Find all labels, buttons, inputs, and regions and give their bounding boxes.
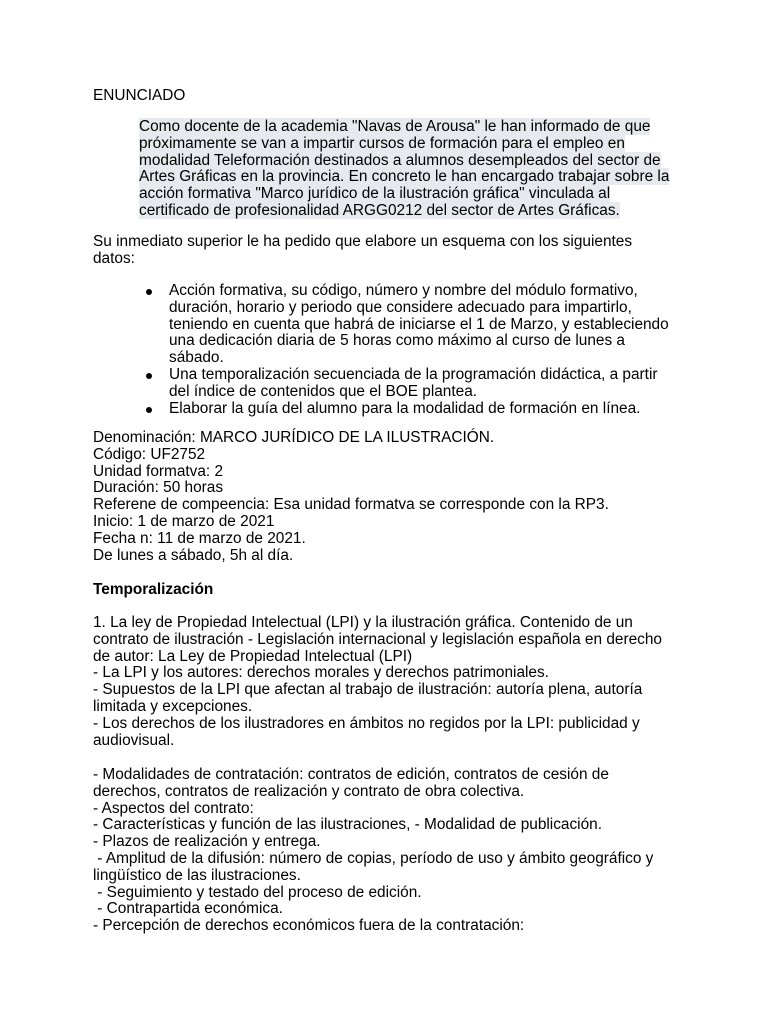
document-heading: ENUNCIADO xyxy=(93,87,186,104)
list-item-line: sábado. xyxy=(169,349,224,367)
info-line: De lunes a sábado, 5h al día. xyxy=(93,546,294,564)
course-info-block xyxy=(93,430,609,564)
content-line: - Los derechos de los ilustradores en ámbitos no regidos por la LPI: publicidad y xyxy=(93,714,640,732)
list-item xyxy=(140,283,680,367)
request-paragraph xyxy=(93,234,683,268)
statement-line: modalidad Teleformación destinados a alumnos desempleados del sector de xyxy=(139,151,661,169)
info-line: Inicio: 1 de marzo de 2021 xyxy=(93,512,275,530)
list-item-line: Una temporalización secuenciada de la programación didáctica, a partir xyxy=(169,365,658,383)
content-line: - Amplitud de la difusión: número de copias, período de uso y ámbito geográfico y xyxy=(93,849,654,867)
paragraph-line: datos: xyxy=(93,249,135,267)
list-item xyxy=(140,367,680,401)
content-line: - Características y función de las ilustraciones, - Modalidad de publicación. xyxy=(93,816,602,834)
content-line: - Plazos de realización y entrega. xyxy=(93,833,321,851)
info-line: Duración: 50 horas xyxy=(93,479,224,497)
content-line: - Aspectos del contrato: xyxy=(93,799,254,817)
list-item-line: duración, horario y periodo que considere adecuado para impartirlo, xyxy=(169,298,632,316)
content-line: contrato de ilustración - Legislación internacional y legislación española en derecho xyxy=(93,630,662,648)
content-line: de autor: La Ley de Propiedad Intelectual (LPI) xyxy=(93,647,413,665)
bullet-icon xyxy=(146,407,152,413)
info-line: Código: UF2752 xyxy=(93,445,206,463)
content-line: - Seguimiento y testado del proceso de edición. xyxy=(93,883,422,901)
bullet-icon xyxy=(146,373,152,379)
list-item-line: teniendo en cuenta que habrá de iniciarse el 1 de Marzo, y estableciendo xyxy=(169,315,669,333)
info-line: Fecha n: 11 de marzo de 2021. xyxy=(93,529,306,547)
section-title: Temporalización xyxy=(93,581,214,598)
statement-block xyxy=(139,119,679,220)
list-item-line: Elaborar la guía del alumno para la modalidad de formación en línea. xyxy=(169,399,641,417)
content-line: limitada y excepciones. xyxy=(93,697,253,715)
content-line: - Modalidades de contratación: contratos de edición, contratos de cesión de xyxy=(93,766,609,783)
info-line: Referene de compeencia: Esa unidad formatva se corresponde con la RP3. xyxy=(93,496,609,514)
statement-line: Como docente de la academia "Navas de Arousa" le han informado de que xyxy=(139,118,651,135)
info-line: Unidad formatva: 2 xyxy=(93,462,224,480)
content-line: lingüístico de las ilustraciones. xyxy=(93,866,301,884)
statement-line: próximamente se van a impartir cursos de formación para el empleo en xyxy=(139,134,625,152)
content-line: - La LPI y los autores: derechos morales y derechos patrimoniales. xyxy=(93,664,549,682)
list-item-line: del índice de contenidos que el BOE plantea. xyxy=(169,382,478,400)
content-block-2 xyxy=(93,767,653,935)
paragraph-line: Su inmediato superior le ha pedido que elabore un esquema con los siguientes xyxy=(93,233,633,250)
list-item-line: una dedicación diaria de 5 horas como máximo al curso de lunes a xyxy=(169,332,625,350)
content-line: derechos, contratos de realización y contrato de obra colectiva. xyxy=(93,782,525,800)
content-line: - Contrapartida económica. xyxy=(93,900,283,918)
statement-line: Artes Gráficas en la provincia. En concreto le han encargado trabajar sobre la xyxy=(139,168,670,186)
bullet-icon xyxy=(146,289,152,295)
requirements-list xyxy=(140,283,680,417)
content-block-1 xyxy=(93,615,662,749)
info-line: Denominación: MARCO JURÍDICO DE LA ILUSTRACIÓN. xyxy=(93,429,495,446)
statement-line: certificado de profesionalidad ARGG0212 del sector de Artes Gráficas. xyxy=(139,201,620,219)
content-line: 1. La ley de Propiedad Intelectual (LPI) y la ilustración gráfica. Contenido de un xyxy=(93,614,633,631)
list-item-line: Acción formativa, su código, número y nombre del módulo formativo, xyxy=(169,282,638,299)
list-item xyxy=(140,401,680,418)
content-line: - Supuestos de la LPI que afectan al trabajo de ilustración: autoría plena, autoría xyxy=(93,681,643,699)
statement-line: acción formativa "Marco jurídico de la ilustración gráfica" vinculada al xyxy=(139,185,611,203)
content-line: - Percepción de derechos económicos fuera de la contratación: xyxy=(93,917,525,935)
content-line: audiovisual. xyxy=(93,731,175,749)
